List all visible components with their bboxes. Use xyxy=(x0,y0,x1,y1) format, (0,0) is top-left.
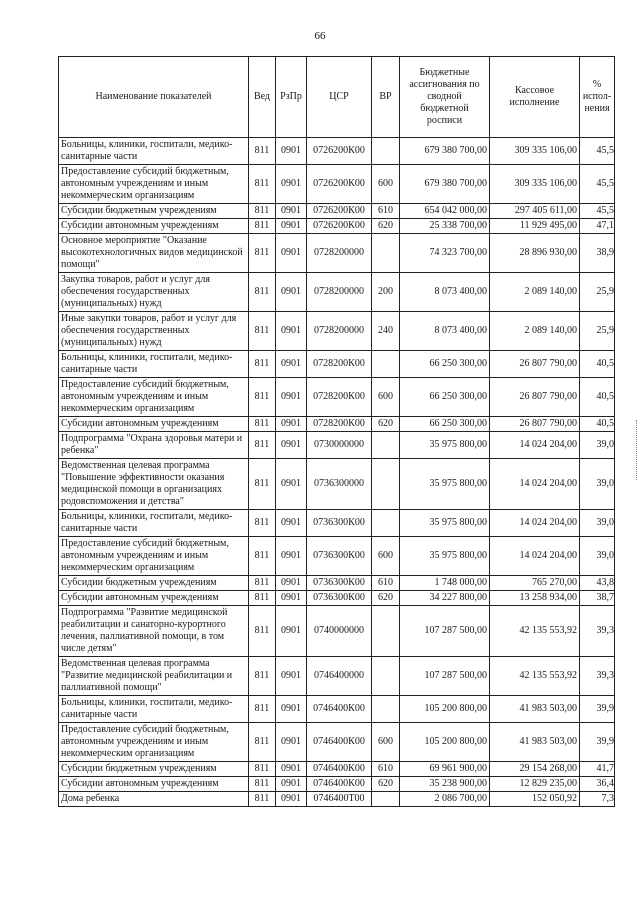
cell-pct: 45,5 xyxy=(580,204,615,219)
cell-name: Ведомственная целевая программа "Развитие медицинской реабилитации и паллиативной помощи" xyxy=(59,657,249,696)
table-body xyxy=(59,138,615,807)
cell-csr: 0728200000 xyxy=(307,273,372,312)
cell-rzpr: 0901 xyxy=(276,312,307,351)
cell-budget: 107 287 500,00 xyxy=(400,657,490,696)
cell-csr: 0728200К00 xyxy=(307,378,372,417)
cell-ved: 811 xyxy=(249,165,276,204)
cell-rzpr: 0901 xyxy=(276,510,307,537)
cell-rzpr: 0901 xyxy=(276,723,307,762)
table-row xyxy=(59,510,615,537)
cell-pct: 39,0 xyxy=(580,510,615,537)
cell-pct: 43,8 xyxy=(580,576,615,591)
cell-budget: 105 200 800,00 xyxy=(400,723,490,762)
cell-budget: 35 975 800,00 xyxy=(400,537,490,576)
cell-csr: 0746400К00 xyxy=(307,723,372,762)
cell-ved: 811 xyxy=(249,273,276,312)
cell-budget: 35 975 800,00 xyxy=(400,510,490,537)
cell-name: Закупка товаров, работ и услуг для обеспечения государственных (муниципальных) нужд xyxy=(59,273,249,312)
cell-budget: 1 748 000,00 xyxy=(400,576,490,591)
cell-vr xyxy=(372,138,400,165)
header-budget: Бюджетные ассигнования по сводной бюджетной росписи xyxy=(400,57,490,138)
table-row xyxy=(59,204,615,219)
cell-pct: 39,3 xyxy=(580,606,615,657)
cell-kass: 12 829 235,00 xyxy=(490,777,580,792)
cell-kass: 11 929 495,00 xyxy=(490,219,580,234)
cell-ved: 811 xyxy=(249,417,276,432)
table-row xyxy=(59,762,615,777)
cell-rzpr: 0901 xyxy=(276,417,307,432)
margin-mark xyxy=(636,420,638,480)
cell-name: Больницы, клиники, госпитали, медико-санитарные части xyxy=(59,351,249,378)
cell-name: Подпрограмма "Развитие медицинской реабилитации и санаторно-курортного лечения, паллиативной помощи, в том числе детям" xyxy=(59,606,249,657)
cell-rzpr: 0901 xyxy=(276,606,307,657)
cell-name: Дома ребенка xyxy=(59,792,249,807)
cell-ved: 811 xyxy=(249,777,276,792)
cell-budget: 66 250 300,00 xyxy=(400,417,490,432)
cell-name: Предоставление субсидий бюджетным, автономным учреждениям и иным некоммерческим организациям xyxy=(59,537,249,576)
cell-kass: 26 807 790,00 xyxy=(490,351,580,378)
cell-ved: 811 xyxy=(249,378,276,417)
cell-csr: 0746400000 xyxy=(307,657,372,696)
cell-csr: 0728200000 xyxy=(307,312,372,351)
cell-kass: 2 089 140,00 xyxy=(490,312,580,351)
cell-kass: 14 024 204,00 xyxy=(490,537,580,576)
cell-rzpr: 0901 xyxy=(276,204,307,219)
cell-ved: 811 xyxy=(249,723,276,762)
table-row xyxy=(59,657,615,696)
cell-ved: 811 xyxy=(249,510,276,537)
cell-pct: 40,5 xyxy=(580,378,615,417)
cell-pct: 39,9 xyxy=(580,723,615,762)
cell-rzpr: 0901 xyxy=(276,777,307,792)
cell-csr: 0746400К00 xyxy=(307,777,372,792)
cell-pct: 40,5 xyxy=(580,351,615,378)
cell-ved: 811 xyxy=(249,696,276,723)
cell-budget: 8 073 400,00 xyxy=(400,312,490,351)
cell-rzpr: 0901 xyxy=(276,219,307,234)
cell-name: Ведомственная целевая программа "Повышение эффективности оказания медицинской помощи в организациях родовспоможения и детства" xyxy=(59,459,249,510)
cell-csr: 0746400К00 xyxy=(307,696,372,723)
cell-ved: 811 xyxy=(249,576,276,591)
cell-vr xyxy=(372,657,400,696)
cell-vr: 620 xyxy=(372,777,400,792)
cell-pct: 7,3 xyxy=(580,792,615,807)
cell-kass: 41 983 503,00 xyxy=(490,723,580,762)
cell-csr: 0736300К00 xyxy=(307,510,372,537)
cell-budget: 35 975 800,00 xyxy=(400,459,490,510)
cell-ved: 811 xyxy=(249,234,276,273)
cell-name: Больницы, клиники, госпитали, медико-санитарные части xyxy=(59,510,249,537)
table-row xyxy=(59,792,615,807)
table-row xyxy=(59,459,615,510)
table-row xyxy=(59,138,615,165)
cell-ved: 811 xyxy=(249,459,276,510)
cell-budget: 34 227 800,00 xyxy=(400,591,490,606)
cell-csr: 0736300000 xyxy=(307,459,372,510)
cell-rzpr: 0901 xyxy=(276,762,307,777)
cell-ved: 811 xyxy=(249,792,276,807)
cell-name: Субсидии автономным учреждениям xyxy=(59,219,249,234)
cell-csr: 0746400Т00 xyxy=(307,792,372,807)
cell-vr: 600 xyxy=(372,537,400,576)
cell-pct: 25,9 xyxy=(580,312,615,351)
cell-ved: 811 xyxy=(249,219,276,234)
cell-budget: 2 086 700,00 xyxy=(400,792,490,807)
table-row xyxy=(59,219,615,234)
cell-kass: 152 050,92 xyxy=(490,792,580,807)
cell-budget: 35 975 800,00 xyxy=(400,432,490,459)
cell-name: Предоставление субсидий бюджетным, автономным учреждениям и иным некоммерческим организациям xyxy=(59,723,249,762)
cell-budget: 35 238 900,00 xyxy=(400,777,490,792)
cell-ved: 811 xyxy=(249,312,276,351)
table-row xyxy=(59,537,615,576)
cell-vr xyxy=(372,696,400,723)
cell-vr xyxy=(372,432,400,459)
cell-vr: 600 xyxy=(372,165,400,204)
cell-vr xyxy=(372,792,400,807)
header-rzpr: РзПр xyxy=(276,57,307,138)
cell-vr xyxy=(372,459,400,510)
cell-pct: 38,9 xyxy=(580,234,615,273)
cell-name: Субсидии бюджетным учреждениям xyxy=(59,204,249,219)
cell-budget: 679 380 700,00 xyxy=(400,138,490,165)
cell-pct: 47,1 xyxy=(580,219,615,234)
cell-budget: 66 250 300,00 xyxy=(400,351,490,378)
page-number: 66 xyxy=(314,30,326,42)
cell-budget: 25 338 700,00 xyxy=(400,219,490,234)
cell-vr xyxy=(372,234,400,273)
cell-vr: 610 xyxy=(372,762,400,777)
cell-kass: 42 135 553,92 xyxy=(490,606,580,657)
cell-name: Предоставление субсидий бюджетным, автономным учреждениям и иным некоммерческим организациям xyxy=(59,165,249,204)
cell-csr: 0726200К00 xyxy=(307,138,372,165)
cell-pct: 39,9 xyxy=(580,696,615,723)
table-row xyxy=(59,606,615,657)
cell-ved: 811 xyxy=(249,591,276,606)
cell-ved: 811 xyxy=(249,537,276,576)
table-header-row xyxy=(59,57,615,138)
cell-vr xyxy=(372,510,400,537)
cell-pct: 41,7 xyxy=(580,762,615,777)
cell-vr xyxy=(372,351,400,378)
cell-ved: 811 xyxy=(249,138,276,165)
cell-pct: 38,7 xyxy=(580,591,615,606)
cell-vr: 600 xyxy=(372,378,400,417)
cell-rzpr: 0901 xyxy=(276,165,307,204)
cell-pct: 39,0 xyxy=(580,459,615,510)
cell-vr: 240 xyxy=(372,312,400,351)
cell-pct: 45,5 xyxy=(580,165,615,204)
cell-pct: 39,0 xyxy=(580,537,615,576)
cell-budget: 69 961 900,00 xyxy=(400,762,490,777)
cell-pct: 40,5 xyxy=(580,417,615,432)
cell-pct: 25,9 xyxy=(580,273,615,312)
cell-pct: 36,4 xyxy=(580,777,615,792)
table-row xyxy=(59,312,615,351)
cell-vr xyxy=(372,606,400,657)
table-row xyxy=(59,234,615,273)
cell-rzpr: 0901 xyxy=(276,234,307,273)
cell-csr: 0746400К00 xyxy=(307,762,372,777)
cell-kass: 765 270,00 xyxy=(490,576,580,591)
cell-csr: 0736300К00 xyxy=(307,537,372,576)
cell-name: Иные закупки товаров, работ и услуг для обеспечения государственных (муниципальных) нужд xyxy=(59,312,249,351)
cell-rzpr: 0901 xyxy=(276,696,307,723)
cell-kass: 29 154 268,00 xyxy=(490,762,580,777)
cell-ved: 811 xyxy=(249,351,276,378)
table-row xyxy=(59,378,615,417)
cell-vr: 610 xyxy=(372,204,400,219)
cell-rzpr: 0901 xyxy=(276,138,307,165)
cell-kass: 41 983 503,00 xyxy=(490,696,580,723)
cell-rzpr: 0901 xyxy=(276,378,307,417)
table-row xyxy=(59,273,615,312)
cell-ved: 811 xyxy=(249,606,276,657)
cell-rzpr: 0901 xyxy=(276,657,307,696)
cell-csr: 0740000000 xyxy=(307,606,372,657)
cell-budget: 679 380 700,00 xyxy=(400,165,490,204)
cell-rzpr: 0901 xyxy=(276,537,307,576)
table-row xyxy=(59,576,615,591)
cell-csr: 0736300К00 xyxy=(307,576,372,591)
cell-budget: 107 287 500,00 xyxy=(400,606,490,657)
cell-name: Субсидии автономным учреждениям xyxy=(59,417,249,432)
cell-csr: 0736300К00 xyxy=(307,591,372,606)
cell-rzpr: 0901 xyxy=(276,351,307,378)
budget-execution-table xyxy=(58,56,615,807)
cell-vr: 620 xyxy=(372,591,400,606)
cell-name: Больницы, клиники, госпитали, медико-санитарные части xyxy=(59,138,249,165)
cell-kass: 309 335 106,00 xyxy=(490,138,580,165)
header-csr: ЦСР xyxy=(307,57,372,138)
cell-rzpr: 0901 xyxy=(276,591,307,606)
cell-kass: 28 896 930,00 xyxy=(490,234,580,273)
cell-kass: 14 024 204,00 xyxy=(490,510,580,537)
cell-csr: 0730000000 xyxy=(307,432,372,459)
table-row xyxy=(59,432,615,459)
table-row xyxy=(59,417,615,432)
cell-kass: 13 258 934,00 xyxy=(490,591,580,606)
cell-rzpr: 0901 xyxy=(276,792,307,807)
cell-kass: 297 405 611,00 xyxy=(490,204,580,219)
cell-budget: 66 250 300,00 xyxy=(400,378,490,417)
cell-csr: 0726200К00 xyxy=(307,219,372,234)
cell-ved: 811 xyxy=(249,432,276,459)
cell-rzpr: 0901 xyxy=(276,459,307,510)
cell-vr: 610 xyxy=(372,576,400,591)
cell-budget: 8 073 400,00 xyxy=(400,273,490,312)
cell-rzpr: 0901 xyxy=(276,576,307,591)
cell-kass: 14 024 204,00 xyxy=(490,432,580,459)
cell-rzpr: 0901 xyxy=(276,432,307,459)
cell-csr: 0726200К00 xyxy=(307,204,372,219)
table-row xyxy=(59,591,615,606)
cell-csr: 0726200К00 xyxy=(307,165,372,204)
header-vr: ВР xyxy=(372,57,400,138)
cell-kass: 2 089 140,00 xyxy=(490,273,580,312)
cell-kass: 26 807 790,00 xyxy=(490,417,580,432)
header-kass: Кассовое исполнение xyxy=(490,57,580,138)
table-row xyxy=(59,351,615,378)
cell-vr: 620 xyxy=(372,219,400,234)
cell-vr: 200 xyxy=(372,273,400,312)
header-name: Наименование показателей xyxy=(59,57,249,138)
header-ved: Вед xyxy=(249,57,276,138)
cell-name: Субсидии бюджетным учреждениям xyxy=(59,576,249,591)
cell-pct: 39,3 xyxy=(580,657,615,696)
cell-csr: 0728200000 xyxy=(307,234,372,273)
cell-name: Предоставление субсидий бюджетным, автономным учреждениям и иным некоммерческим организациям xyxy=(59,378,249,417)
cell-name: Субсидии автономным учреждениям xyxy=(59,777,249,792)
cell-pct: 39,0 xyxy=(580,432,615,459)
table-row xyxy=(59,696,615,723)
cell-vr: 600 xyxy=(372,723,400,762)
cell-budget: 105 200 800,00 xyxy=(400,696,490,723)
cell-pct: 45,5 xyxy=(580,138,615,165)
cell-kass: 26 807 790,00 xyxy=(490,378,580,417)
cell-csr: 0728200К00 xyxy=(307,417,372,432)
cell-kass: 42 135 553,92 xyxy=(490,657,580,696)
cell-ved: 811 xyxy=(249,204,276,219)
cell-kass: 14 024 204,00 xyxy=(490,459,580,510)
cell-vr: 620 xyxy=(372,417,400,432)
cell-csr: 0728200К00 xyxy=(307,351,372,378)
table-row xyxy=(59,777,615,792)
cell-name: Субсидии автономным учреждениям xyxy=(59,591,249,606)
cell-budget: 654 042 000,00 xyxy=(400,204,490,219)
cell-name: Субсидии бюджетным учреждениям xyxy=(59,762,249,777)
cell-name: Основное мероприятие "Оказание высокотехнологичных видов медицинской помощи" xyxy=(59,234,249,273)
cell-name: Больницы, клиники, госпитали, медико-санитарные части xyxy=(59,696,249,723)
table-row xyxy=(59,723,615,762)
cell-kass: 309 335 106,00 xyxy=(490,165,580,204)
cell-ved: 811 xyxy=(249,762,276,777)
table-row xyxy=(59,165,615,204)
cell-ved: 811 xyxy=(249,657,276,696)
cell-name: Подпрограмма "Охрана здоровья матери и ребенка" xyxy=(59,432,249,459)
cell-budget: 74 323 700,00 xyxy=(400,234,490,273)
cell-rzpr: 0901 xyxy=(276,273,307,312)
header-pct: % испол-нения xyxy=(580,57,615,138)
